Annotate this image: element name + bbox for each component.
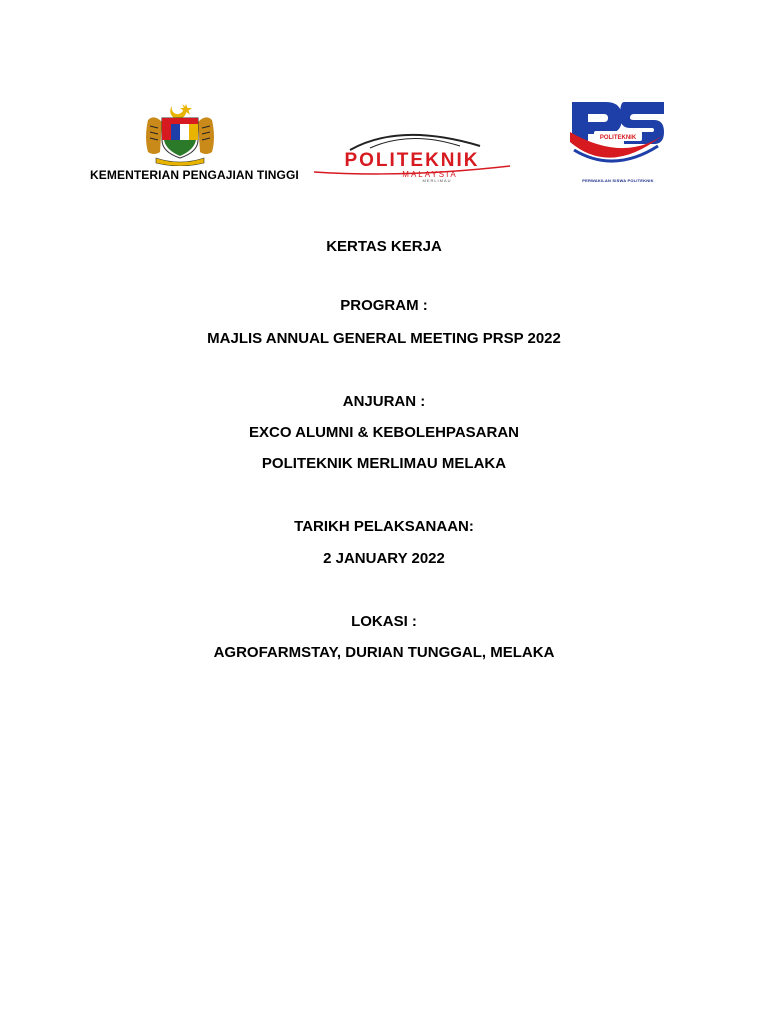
location-value: AGROFARMSTAY, DURIAN TUNGGAL, MELAKA xyxy=(213,644,555,661)
ministry-name: KEMENTERIAN PENGAJIAN TINGGI xyxy=(90,168,299,182)
date-label: TARIKH PELAKSANAAN: xyxy=(294,518,474,535)
program-label: PROGRAM : xyxy=(340,297,428,314)
politeknik-logo xyxy=(310,128,514,184)
date-value: 2 JANUARY 2022 xyxy=(323,550,445,567)
ministry-logo xyxy=(90,100,299,190)
prsp-caption: PERWAKILAN SISWA POLITEKNIK xyxy=(582,178,654,183)
organizer-line-1: EXCO ALUMNI & KEBOLEHPASARAN xyxy=(248,424,519,441)
prsp-badge-text: POLITEKNIK xyxy=(599,135,637,141)
malaysia-coat-of-arms-icon xyxy=(142,100,218,166)
politeknik-country: MALAYSIA xyxy=(402,170,458,179)
politeknik-wordmark: POLITEKNIK xyxy=(344,150,480,171)
document-title: KERTAS KERJA xyxy=(326,238,442,255)
location-label: LOKASI : xyxy=(351,613,417,630)
prsp-logo xyxy=(558,98,678,188)
program-value: MAJLIS ANNUAL GENERAL MEETING PRSP 2022 xyxy=(207,330,561,347)
politeknik-campus: MERLIMAU xyxy=(422,178,452,183)
organizer-label: ANJURAN : xyxy=(342,393,426,410)
organizer-line-2: POLITEKNIK MERLIMAU MELAKA xyxy=(261,455,507,472)
